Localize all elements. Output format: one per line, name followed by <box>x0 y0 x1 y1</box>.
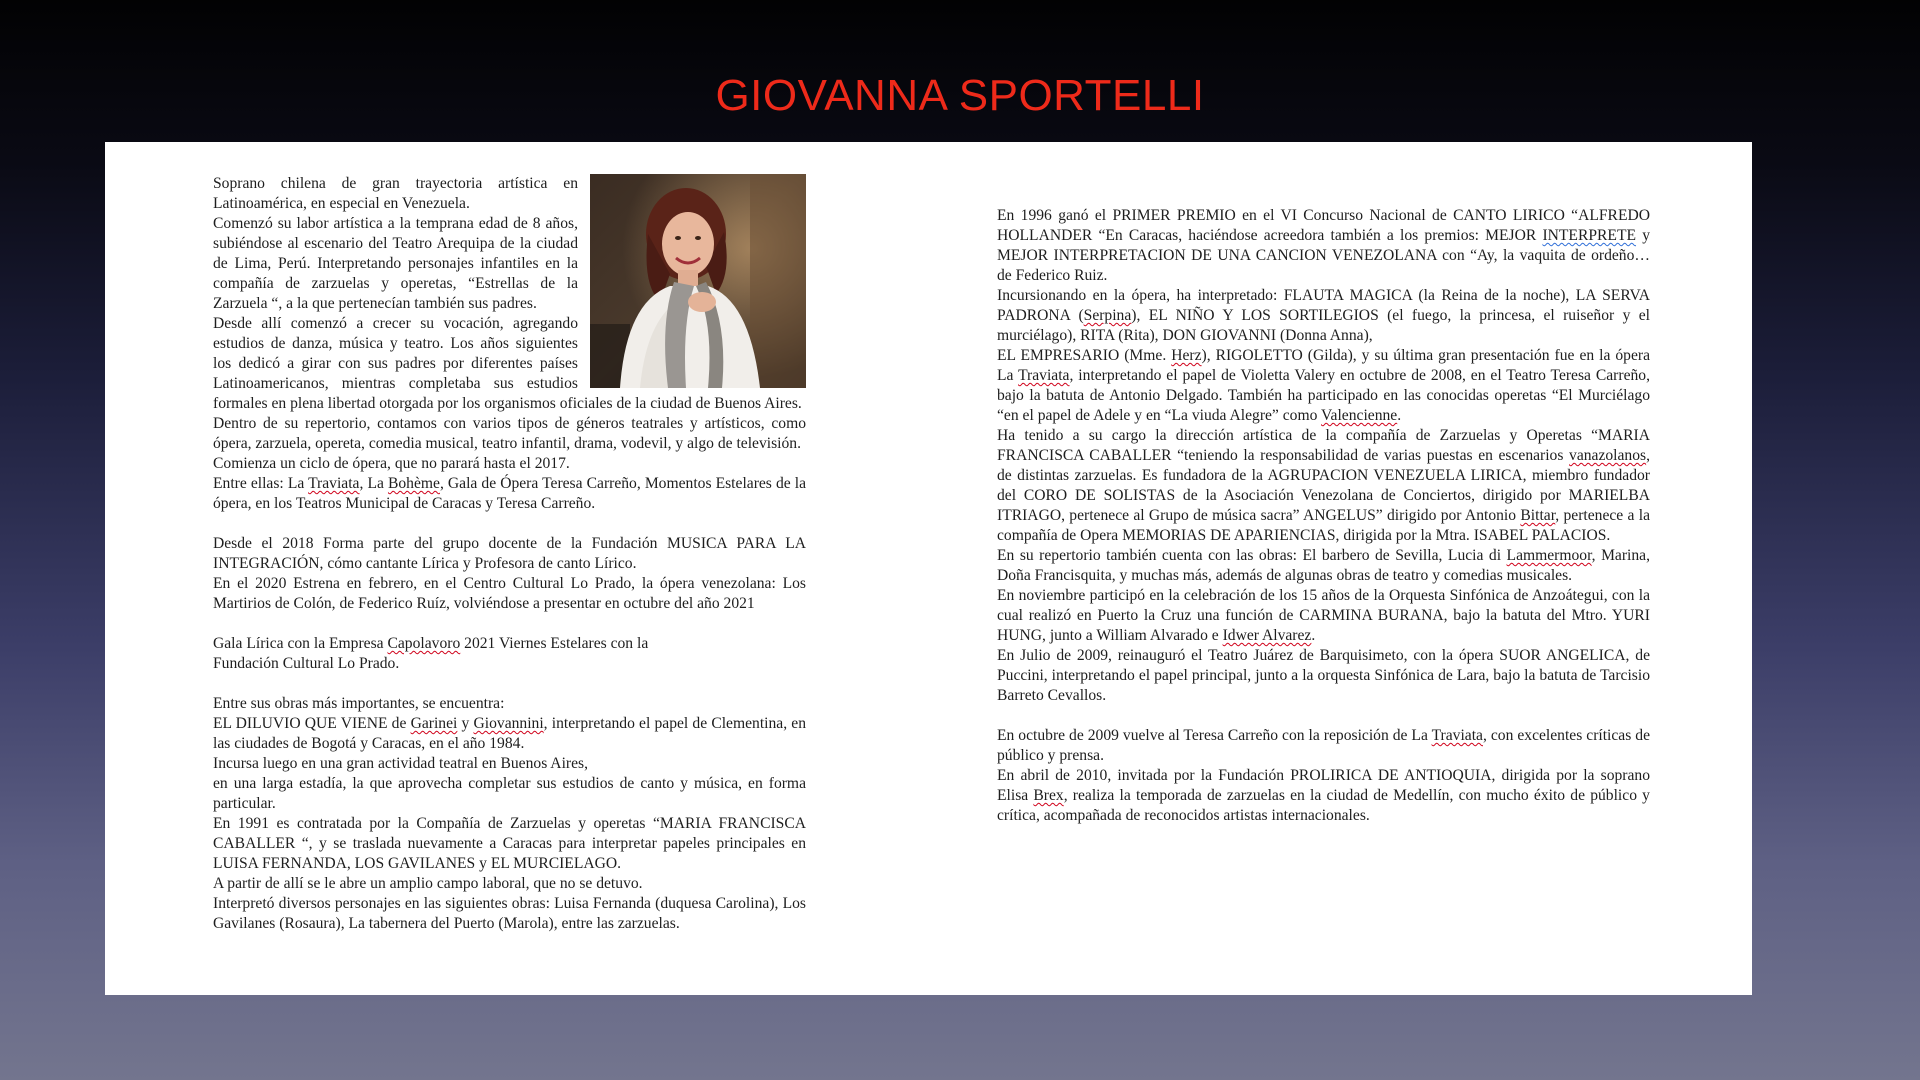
paragraph: Entre sus obras más importantes, se encuentra: <box>213 695 505 712</box>
paragraph: Interpretó diversos personajes en las siguientes obras: Luisa Fernanda (duquesa Carolina), Los Gavilanes (Rosaura), La tabernera del Puerto (Marola), entre las zarzuelas. <box>213 895 806 932</box>
paragraph: Incursionando en la ópera, ha interpretado: FLAUTA MAGICA (la Reina de la noche), LA SERVA PADRONA (Serpina), EL NIÑO Y LOS SORTILEGIOS (el fuego, la princesa, el ruiseñor y el murciélago), RITA (Rita), DON GIOVANNI (Donna Anna), <box>997 287 1650 344</box>
portrait-photo <box>590 174 806 388</box>
paragraph: Incursa luego en una gran actividad teatral en Buenos Aires, <box>213 755 588 772</box>
paragraph: EL EMPRESARIO (Mme. Herz), RIGOLETTO (Gilda), y su última gran presentación fue en la ópera La Traviata, interpretando el papel de Violetta Valery en octubre de 2008, en el Teatro Teresa Carreño, bajo la batuta de Antonio Delgado. También ha participado en las conocidas operetas “El Murciélago “en el papel de Adele y en “La viuda Alegre” como Valencienne. <box>997 347 1651 424</box>
right-column <box>997 206 1650 826</box>
paragraph: Desde allí comenzó a crecer su vocación, agregando estudios de danza, música y teatro. Los años siguientes los dedicó a girar con sus padres por diferentes países Latinoamericanos, mientras completaba sus estudios formales en plena libertad otorgada por los organismos oficiales de la ciudad de Buenos Aires. <box>213 315 802 412</box>
paragraph: En Julio de 2009, reinauguró el Teatro Juárez de Barquisimeto, con la ópera SUOR ANGELICA, de Puccini, interpretando el papel principal, junto a la orquesta Sinfónica de Lara, bajo la batuta de Tarcisio Barreto Cevallos. <box>997 647 1650 704</box>
paragraph: Desde el 2018 Forma parte del grupo docente de la Fundación MUSICA PARA LA INTEGRACIÓN, cómo cantante Lírica y Profesora de canto Lírico. <box>213 535 806 572</box>
paragraph: Entre ellas: La Traviata, La Bohème, Gala de Ópera Teresa Carreño, Momentos Estelares de la ópera, en los Teatros Municipal de Caracas y Teresa Carreño. <box>213 475 806 512</box>
paragraph: En noviembre participó en la celebración de los 15 años de la Orquesta Sinfónica de Anzoátegui, con la cual realizó en Puerto la Cruz una función de CARMINA BURANA, bajo la batuta del Mtro. YURI HUNG, junto a William Alvarado e Idwer Alvarez. <box>997 587 1650 644</box>
left-column <box>213 174 806 934</box>
paragraph: En el 2020 Estrena en febrero, en el Centro Cultural Lo Prado, la ópera venezolana: Los Martirios de Colón, de Federico Ruíz, volviéndose a presentar en octubre del año 2021 <box>213 575 806 612</box>
paragraph: en una larga estadía, la que aprovecha completar sus estudios de canto y música, en forma particular. <box>213 775 806 812</box>
paragraph: Ha tenido a su cargo la dirección artística de la compañía de Zarzuelas y Operetas “MARIA FRANCISCA CABALLER “teniendo la responsabilidad de varias puestas en escenarios vanazolanos, de distintas zarzuelas. Es fundadora de la AGRUPACION VENEZUELA LIRICA, miembro fundador del CORO DE SOLISTAS de la Asociación Venezolana de Conciertos, dirigido por MARIELBA ITRIAGO, pertenece al Grupo de música sacra” ANGELUS” dirigido por Antonio Bittar, pertenece a la compañía de Opera MEMORIAS DE APARIENCIAS, dirigida por la Mtra. ISABEL PALACIOS. <box>997 427 1651 544</box>
paragraph: En 1996 ganó el PRIMER PREMIO en el VI Concurso Nacional de CANTO LIRICO “ALFREDO HOLLANDER “En Caracas, haciéndose acreedora también a los premios: MEJOR INTERPRETE y MEJOR INTERPRETACION DE UNA CANCION VENEZOLANA con “Ay, la vaquita de ordeño… de Federico Ruiz. <box>997 207 1650 284</box>
paragraph: Comienza un ciclo de ópera, que no parará hasta el 2017. <box>213 455 570 472</box>
paragraph: Soprano chilena de gran trayectoria artística en Latinoamérica, en especial en Venezuela. <box>213 175 578 212</box>
paragraph: Dentro de su repertorio, contamos con varios tipos de géneros teatrales y artísticos, como ópera, zarzuela, opereta, comedia musical, teatro infantil, drama, vodevil, y algo de televisión. <box>213 415 806 452</box>
paragraph: A partir de allí se le abre un amplio campo laboral, que no se detuvo. <box>213 875 643 892</box>
paragraph: En su repertorio también cuenta con las obras: El barbero de Sevilla, Lucia di Lammermoor, Marina, Doña Francisquita, y muchas más, además de algunas obras de teatro y comedias musicales. <box>997 547 1650 584</box>
portrait-image <box>590 174 806 388</box>
slide-title: GIOVANNA SPORTELLI <box>715 71 1205 120</box>
paragraph: En 1991 es contratada por la Compañía de Zarzuelas y operetas “MARIA FRANCISCA CABALLER “, y se traslada nuevamente a Caracas para interpretar papeles principales en LUISA FERNANDA, LOS GAVILANES y EL MURCIELAGO. <box>213 815 806 872</box>
paragraph: EL DILUVIO QUE VIENE de Garinei y Giovannini, interpretando el papel de Clementina, en las ciudades de Bogotá y Caracas, en el año 1984. <box>213 715 807 752</box>
paragraph: Fundación Cultural Lo Prado. <box>213 655 400 672</box>
paragraph: Gala Lírica con la Empresa Capolavoro 2021 Viernes Estelares con la <box>213 635 649 652</box>
paragraph: En octubre de 2009 vuelve al Teresa Carreño con la reposición de La Traviata, con excelentes críticas de público y prensa. <box>997 727 1650 764</box>
paragraph: En abril de 2010, invitada por la Fundación PROLIRICA DE ANTIOQUIA, dirigida por la soprano Elisa Brex, realiza la temporada de zarzuelas en la ciudad de Medellín, con mucho éxito de público y crítica, acompañada de reconocidos artistas internacionales. <box>997 767 1650 824</box>
document-page <box>105 142 1752 995</box>
paragraph: Comenzó su labor artística a la temprana edad de 8 años, subiéndose al escenario del Teatro Arequipa de la ciudad de Lima, Perú. Interpretando personajes infantiles en la compañía de zarzuelas y operetas, “Estrellas de la Zarzuela “, a la que pertenecían también sus padres. <box>213 215 578 312</box>
